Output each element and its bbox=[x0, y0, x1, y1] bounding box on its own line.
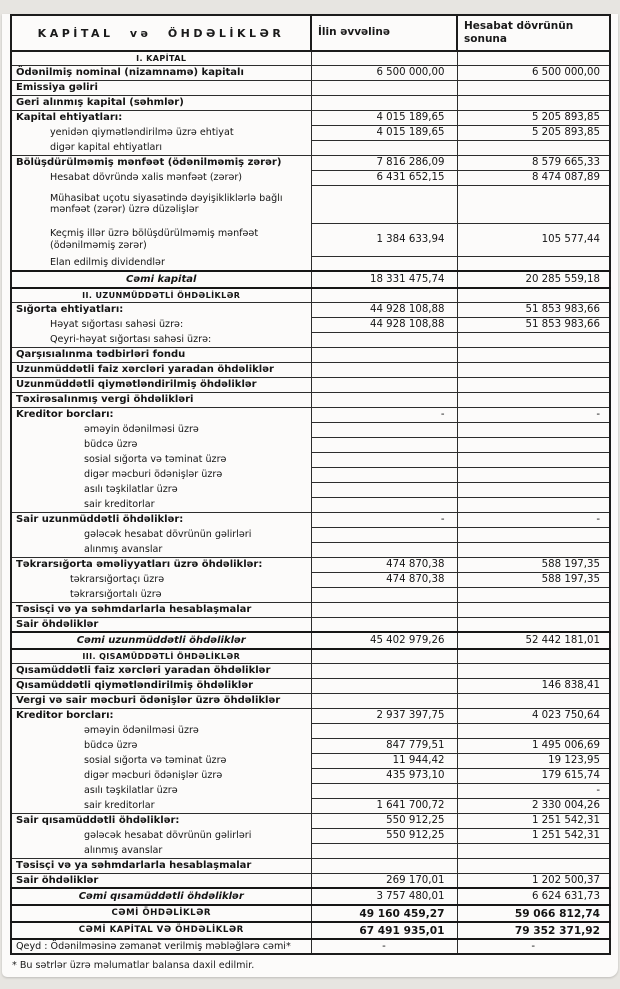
row-label: gələcək hesabat dövrünün gəlirləri bbox=[11, 828, 311, 843]
table-row bbox=[11, 51, 610, 65]
value-period-end bbox=[457, 663, 610, 678]
value-period-end: 8 579 665,33 bbox=[457, 155, 610, 170]
column-header-year-start: İlin əvvəlinə bbox=[311, 15, 457, 51]
table-row bbox=[11, 663, 610, 678]
table-row bbox=[11, 80, 610, 95]
value-period-end: 5 205 893,85 bbox=[457, 125, 610, 140]
row-label: Həyat sığortası sahəsi üzrə: bbox=[11, 317, 311, 332]
value-period-end: 6 500 000,00 bbox=[457, 65, 610, 80]
value-period-end: 588 197,35 bbox=[457, 557, 610, 572]
table-row bbox=[11, 422, 610, 437]
value-period-end: 2 330 004,26 bbox=[457, 798, 610, 813]
table-row bbox=[11, 617, 610, 632]
value-period-end bbox=[457, 332, 610, 347]
row-label: büdcə üzrə bbox=[11, 738, 311, 753]
value-period-end bbox=[457, 602, 610, 617]
row-label: Qeyd : Ödənilməsinə zəmanət verilmiş məbləğlərə cəmi* bbox=[11, 939, 311, 954]
value-year-start: 11 944,42 bbox=[311, 753, 457, 768]
value-year-start bbox=[311, 80, 457, 95]
value-period-end: 20 285 559,18 bbox=[457, 271, 610, 288]
row-label: Kapital ehtiyatları: bbox=[11, 110, 311, 125]
table-row bbox=[11, 557, 610, 572]
value-year-start: - bbox=[311, 407, 457, 422]
value-period-end bbox=[457, 587, 610, 602]
table-row bbox=[11, 858, 610, 873]
row-label: Təsisçi və ya səhmdarlarla hesablaşmalar bbox=[11, 602, 311, 617]
table-title: KAPİTAL və ÖHDƏLİKLƏR bbox=[11, 15, 311, 51]
value-period-end: 79 352 371,92 bbox=[457, 922, 610, 939]
value-year-start: 847 779,51 bbox=[311, 738, 457, 753]
row-label: II. UZUNMÜDDƏTLİ ÖHDƏLİKLƏR bbox=[11, 288, 311, 302]
row-label: digər məcburi ödənişlər üzrə bbox=[11, 467, 311, 482]
table-row bbox=[11, 497, 610, 512]
footnote: * Bu sətrlər üzrə məlumatlar balansa daxil edilmir. bbox=[12, 960, 255, 971]
value-year-start bbox=[311, 542, 457, 557]
value-period-end bbox=[457, 377, 610, 392]
value-year-start bbox=[311, 288, 457, 302]
value-year-start bbox=[311, 347, 457, 362]
row-label: Sair qısamüddətli öhdəliklər: bbox=[11, 813, 311, 828]
row-label: Cəmi uzunmüddətli öhdəliklər bbox=[11, 632, 311, 649]
row-label: Sair öhdəliklər bbox=[11, 617, 311, 632]
table-row bbox=[11, 482, 610, 497]
table-row bbox=[11, 302, 610, 317]
value-period-end: 8 474 087,89 bbox=[457, 170, 610, 185]
value-year-start bbox=[311, 467, 457, 482]
row-label: büdcə üzrə bbox=[11, 437, 311, 452]
row-label: Cəmi kapital bbox=[11, 271, 311, 288]
value-year-start: 4 015 189,65 bbox=[311, 125, 457, 140]
table-row bbox=[11, 888, 610, 905]
value-year-start: 45 402 979,26 bbox=[311, 632, 457, 649]
value-period-end: 4 023 750,64 bbox=[457, 708, 610, 723]
row-label: Qarşısıalınma tədbirləri fondu bbox=[11, 347, 311, 362]
value-period-end bbox=[457, 497, 610, 512]
value-year-start: 474 870,38 bbox=[311, 557, 457, 572]
value-year-start: 435 973,10 bbox=[311, 768, 457, 783]
table-row bbox=[11, 873, 610, 888]
row-label: Uzunmüddətli qiymətləndirilmiş öhdəliklər bbox=[11, 377, 311, 392]
row-label: CƏMİ KAPİTAL VƏ ÖHDƏLİKLƏR bbox=[11, 922, 311, 939]
value-year-start bbox=[311, 587, 457, 602]
document-page bbox=[2, 14, 618, 977]
value-period-end bbox=[457, 527, 610, 542]
table-row bbox=[11, 723, 610, 738]
row-label: alınmış avanslar bbox=[11, 843, 311, 858]
value-period-end bbox=[457, 452, 610, 467]
value-year-start bbox=[311, 140, 457, 155]
value-year-start: 4 015 189,65 bbox=[311, 110, 457, 125]
row-label: sair kreditorlar bbox=[11, 497, 311, 512]
value-period-end bbox=[457, 288, 610, 302]
table-row bbox=[11, 708, 610, 723]
value-year-start bbox=[311, 332, 457, 347]
row-label: Emissiya gəliri bbox=[11, 80, 311, 95]
value-year-start: 7 816 286,09 bbox=[311, 155, 457, 170]
row-label: gələcək hesabat dövrünün gəlirləri bbox=[11, 527, 311, 542]
value-period-end: 6 624 631,73 bbox=[457, 888, 610, 905]
table-row bbox=[11, 738, 610, 753]
row-label: Keçmiş illər üzrə bölüşdürülməmiş mənfəət (ödənilməmiş zərər) bbox=[11, 223, 311, 256]
row-label: Uzunmüddətli faiz xərcləri yaradan öhdəliklər bbox=[11, 362, 311, 377]
value-year-start bbox=[311, 482, 457, 497]
table-row bbox=[11, 813, 610, 828]
table-row bbox=[11, 377, 610, 392]
table-row bbox=[11, 452, 610, 467]
row-label: əməyin ödənilməsi üzrə bbox=[11, 723, 311, 738]
row-label: Geri alınmış kapital (səhmlər) bbox=[11, 95, 311, 110]
value-year-start bbox=[311, 693, 457, 708]
row-label: Təxirəsalınmış vergi öhdəlikləri bbox=[11, 392, 311, 407]
table-row bbox=[11, 140, 610, 155]
table-row bbox=[11, 798, 610, 813]
row-label: digər məcburi ödənişlər üzrə bbox=[11, 768, 311, 783]
value-year-start bbox=[311, 452, 457, 467]
value-year-start: 49 160 459,27 bbox=[311, 905, 457, 922]
table-row bbox=[11, 347, 610, 362]
value-period-end: 1 251 542,31 bbox=[457, 813, 610, 828]
balance-sheet-table bbox=[10, 14, 611, 955]
value-year-start bbox=[311, 256, 457, 271]
row-label: Elan edilmiş dividendlər bbox=[11, 256, 311, 271]
value-year-start bbox=[311, 602, 457, 617]
value-year-start: 474 870,38 bbox=[311, 572, 457, 587]
row-label: Qısamüddətli faiz xərcləri yaradan öhdəliklər bbox=[11, 663, 311, 678]
row-label: yenidən qiymətləndirilmə üzrə ehtiyat bbox=[11, 125, 311, 140]
value-period-end bbox=[457, 185, 610, 223]
value-year-start bbox=[311, 527, 457, 542]
value-period-end bbox=[457, 95, 610, 110]
row-label: I. KAPİTAL bbox=[11, 51, 311, 65]
value-year-start: 44 928 108,88 bbox=[311, 317, 457, 332]
value-period-end: - bbox=[457, 407, 610, 422]
value-period-end: 1 251 542,31 bbox=[457, 828, 610, 843]
row-label: Təsisçi və ya səhmdarlarla hesablaşmalar bbox=[11, 858, 311, 873]
table-row bbox=[11, 693, 610, 708]
value-year-start bbox=[311, 663, 457, 678]
value-period-end bbox=[457, 617, 610, 632]
value-year-start: 269 170,01 bbox=[311, 873, 457, 888]
table-row bbox=[11, 542, 610, 557]
value-period-end: 179 615,74 bbox=[457, 768, 610, 783]
row-label: sosial sığorta və təminat üzrə bbox=[11, 452, 311, 467]
table-row bbox=[11, 467, 610, 482]
table-row bbox=[11, 95, 610, 110]
value-period-end bbox=[457, 467, 610, 482]
table-row bbox=[11, 905, 610, 922]
value-period-end: 1 202 500,37 bbox=[457, 873, 610, 888]
table-row bbox=[11, 223, 610, 256]
table-row bbox=[11, 407, 610, 422]
value-period-end: 146 838,41 bbox=[457, 678, 610, 693]
value-period-end bbox=[457, 542, 610, 557]
row-label: Hesabat dövründə xalis mənfəət (zərər) bbox=[11, 170, 311, 185]
row-label: Bölüşdürülməmiş mənfəət (ödənilməmiş zərər) bbox=[11, 155, 311, 170]
table-row bbox=[11, 271, 610, 288]
table-row bbox=[11, 392, 610, 407]
value-year-start: 18 331 475,74 bbox=[311, 271, 457, 288]
table-row bbox=[11, 256, 610, 271]
value-year-start bbox=[311, 783, 457, 798]
value-year-start: - bbox=[311, 512, 457, 527]
value-period-end bbox=[457, 693, 610, 708]
value-period-end bbox=[457, 362, 610, 377]
value-year-start bbox=[311, 422, 457, 437]
table-header-row bbox=[11, 15, 610, 51]
table-row bbox=[11, 572, 610, 587]
table-row bbox=[11, 587, 610, 602]
table-row bbox=[11, 632, 610, 649]
value-period-end bbox=[457, 392, 610, 407]
row-label: CƏMİ ÖHDƏLİKLƏR bbox=[11, 905, 311, 922]
value-year-start: - bbox=[311, 939, 457, 954]
value-year-start: 1 641 700,72 bbox=[311, 798, 457, 813]
value-year-start: 1 384 633,94 bbox=[311, 223, 457, 256]
value-period-end: - bbox=[457, 783, 610, 798]
table-row bbox=[11, 512, 610, 527]
row-label: Cəmi qısamüddətli öhdəliklər bbox=[11, 888, 311, 905]
table-row bbox=[11, 185, 610, 223]
value-year-start bbox=[311, 392, 457, 407]
table-row bbox=[11, 317, 610, 332]
table-row bbox=[11, 332, 610, 347]
value-year-start bbox=[311, 362, 457, 377]
value-period-end: 588 197,35 bbox=[457, 572, 610, 587]
value-period-end bbox=[457, 482, 610, 497]
value-year-start bbox=[311, 377, 457, 392]
table-row bbox=[11, 922, 610, 939]
row-label: III. QISAMÜDDƏTLİ ÖHDƏLİKLƏR bbox=[11, 649, 311, 663]
value-year-start: 6 500 000,00 bbox=[311, 65, 457, 80]
value-period-end: 5 205 893,85 bbox=[457, 110, 610, 125]
value-year-start: 3 757 480,01 bbox=[311, 888, 457, 905]
value-year-start: 6 431 652,15 bbox=[311, 170, 457, 185]
row-label: sair kreditorlar bbox=[11, 798, 311, 813]
value-year-start: 67 491 935,01 bbox=[311, 922, 457, 939]
value-year-start: 550 912,25 bbox=[311, 813, 457, 828]
value-period-end bbox=[457, 347, 610, 362]
row-label: asılı təşkilatlar üzrə bbox=[11, 482, 311, 497]
value-year-start bbox=[311, 51, 457, 65]
table-row bbox=[11, 783, 610, 798]
value-period-end: - bbox=[457, 512, 610, 527]
value-period-end: 19 123,95 bbox=[457, 753, 610, 768]
table-row bbox=[11, 155, 610, 170]
row-label: Mühasibat uçotu siyasətində dəyişikliklərlə bağlı mənfəət (zərər) üzrə düzəlişlər bbox=[11, 185, 311, 223]
row-label: Təkrarsığorta əməliyyatları üzrə öhdəliklər: bbox=[11, 557, 311, 572]
row-label: təkrarsığortalı üzrə bbox=[11, 587, 311, 602]
table-row bbox=[11, 125, 610, 140]
value-period-end bbox=[457, 51, 610, 65]
table-row bbox=[11, 843, 610, 858]
row-label: Ödənilmiş nominal (nizamnamə) kapitalı bbox=[11, 65, 311, 80]
table-row bbox=[11, 753, 610, 768]
value-year-start bbox=[311, 185, 457, 223]
table-row bbox=[11, 437, 610, 452]
table-row bbox=[11, 110, 610, 125]
value-year-start bbox=[311, 843, 457, 858]
value-period-end: 1 495 006,69 bbox=[457, 738, 610, 753]
row-label: Kreditor borcları: bbox=[11, 708, 311, 723]
value-year-start bbox=[311, 617, 457, 632]
row-label: sosial sığorta və təminat üzrə bbox=[11, 753, 311, 768]
table-row bbox=[11, 65, 610, 80]
table-row bbox=[11, 170, 610, 185]
value-period-end bbox=[457, 723, 610, 738]
value-year-start bbox=[311, 95, 457, 110]
column-header-period-end: Hesabat dövrünün sonuna bbox=[457, 15, 610, 51]
value-period-end: 59 066 812,74 bbox=[457, 905, 610, 922]
table-row bbox=[11, 602, 610, 617]
row-label: Qısamüddətli qiymətləndirilmiş öhdəliklər bbox=[11, 678, 311, 693]
value-year-start bbox=[311, 678, 457, 693]
value-period-end: 51 853 983,66 bbox=[457, 317, 610, 332]
value-period-end bbox=[457, 140, 610, 155]
value-year-start bbox=[311, 437, 457, 452]
value-period-end bbox=[457, 422, 610, 437]
table-row bbox=[11, 678, 610, 693]
row-label: Sair uzunmüddətli öhdəliklər: bbox=[11, 512, 311, 527]
row-label: Vergi və sair məcburi ödənişlər üzrə öhdəliklər bbox=[11, 693, 311, 708]
table-row bbox=[11, 768, 610, 783]
row-label: Sair öhdəliklər bbox=[11, 873, 311, 888]
table-body bbox=[11, 51, 610, 954]
table-row bbox=[11, 939, 610, 954]
value-period-end: 105 577,44 bbox=[457, 223, 610, 256]
row-label: Qeyri-həyat sığortası sahəsi üzrə: bbox=[11, 332, 311, 347]
row-label: asılı təşkilatlar üzrə bbox=[11, 783, 311, 798]
value-period-end bbox=[457, 80, 610, 95]
value-period-end: 52 442 181,01 bbox=[457, 632, 610, 649]
value-year-start bbox=[311, 723, 457, 738]
value-year-start bbox=[311, 497, 457, 512]
value-period-end: - bbox=[457, 939, 610, 954]
table-row bbox=[11, 828, 610, 843]
value-period-end bbox=[457, 858, 610, 873]
value-year-start bbox=[311, 858, 457, 873]
row-label: alınmış avanslar bbox=[11, 542, 311, 557]
value-period-end bbox=[457, 649, 610, 663]
value-year-start bbox=[311, 649, 457, 663]
row-label: Sığorta ehtiyatları: bbox=[11, 302, 311, 317]
value-year-start: 2 937 397,75 bbox=[311, 708, 457, 723]
value-period-end bbox=[457, 843, 610, 858]
value-period-end bbox=[457, 256, 610, 271]
table-row bbox=[11, 649, 610, 663]
value-period-end: 51 853 983,66 bbox=[457, 302, 610, 317]
row-label: Kreditor borcları: bbox=[11, 407, 311, 422]
value-year-start: 44 928 108,88 bbox=[311, 302, 457, 317]
row-label: digər kapital ehtiyatları bbox=[11, 140, 311, 155]
row-label: təkrarsığortaçı üzrə bbox=[11, 572, 311, 587]
value-period-end bbox=[457, 437, 610, 452]
row-label: əməyin ödənilməsi üzrə bbox=[11, 422, 311, 437]
table-row bbox=[11, 527, 610, 542]
table-row bbox=[11, 362, 610, 377]
table-row bbox=[11, 288, 610, 302]
value-year-start: 550 912,25 bbox=[311, 828, 457, 843]
